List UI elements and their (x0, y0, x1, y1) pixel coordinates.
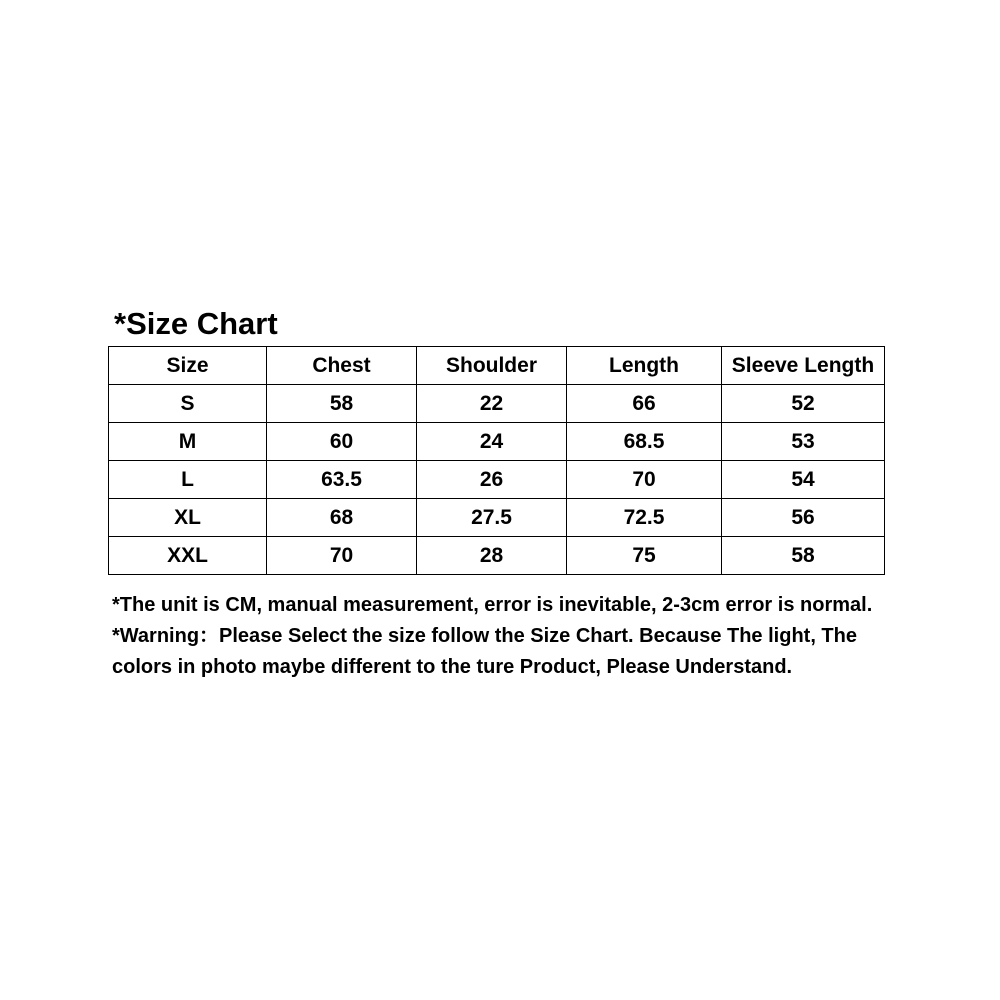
cell-shoulder: 24 (417, 423, 567, 461)
cell-chest: 70 (267, 537, 417, 575)
table-row (109, 499, 885, 537)
cell-shoulder: 27.5 (417, 499, 567, 537)
table-row (109, 385, 885, 423)
cell-size: S (109, 385, 267, 423)
cell-length: 72.5 (567, 499, 722, 537)
cell-chest: 58 (267, 385, 417, 423)
size-chart-sheet (108, 306, 884, 683)
cell-length: 75 (567, 537, 722, 575)
header-chest: Chest (267, 347, 417, 385)
cell-sleeve-length: 54 (722, 461, 885, 499)
header-length: Length (567, 347, 722, 385)
cell-sleeve-length: 56 (722, 499, 885, 537)
cell-chest: 60 (267, 423, 417, 461)
size-table (108, 346, 885, 575)
cell-length: 66 (567, 385, 722, 423)
cell-size: L (109, 461, 267, 499)
cell-chest: 68 (267, 499, 417, 537)
cell-chest: 63.5 (267, 461, 417, 499)
table-row (109, 537, 885, 575)
table-header-row (109, 347, 885, 385)
cell-size: XL (109, 499, 267, 537)
table-row (109, 461, 885, 499)
cell-length: 70 (567, 461, 722, 499)
measurement-note: *The unit is CM, manual measurement, error is inevitable, 2-3cm error is normal. *Warning：Please Select the size follow the Size Chart. Because The light, The colors in photo maybe different to the ture Product, Please Understand. (112, 594, 873, 678)
size-chart-title: *Size Chart (114, 306, 278, 341)
header-sleeve-length: Sleeve Length (722, 347, 885, 385)
cell-shoulder: 26 (417, 461, 567, 499)
cell-shoulder: 22 (417, 385, 567, 423)
cell-size: M (109, 423, 267, 461)
cell-size: XXL (109, 537, 267, 575)
table-row (109, 423, 885, 461)
cell-shoulder: 28 (417, 537, 567, 575)
cell-sleeve-length: 52 (722, 385, 885, 423)
cell-sleeve-length: 58 (722, 537, 885, 575)
header-shoulder: Shoulder (417, 347, 567, 385)
header-size: Size (109, 347, 267, 385)
cell-length: 68.5 (567, 423, 722, 461)
cell-sleeve-length: 53 (722, 423, 885, 461)
